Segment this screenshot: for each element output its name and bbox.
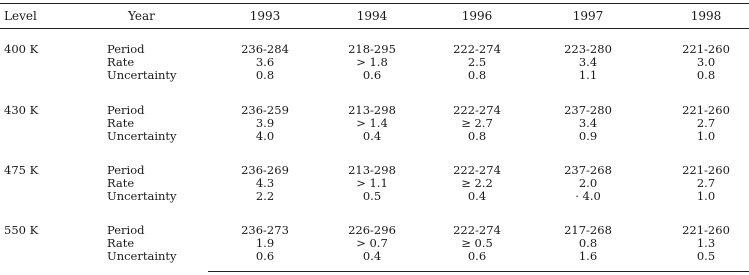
table-cell: 0.6: [467, 249, 487, 263]
table-cell: ≥ 0.5: [461, 236, 493, 250]
table-top-rule: [0, 3, 749, 4]
table-cell: 2.0: [578, 176, 598, 190]
table-cell: 0.8: [467, 129, 487, 143]
table-cell: 1.0: [696, 129, 716, 143]
table-cell: 213-298: [348, 103, 396, 117]
table-cell: 218-295: [348, 42, 396, 56]
header-1994: 1994: [356, 9, 388, 23]
row-label-uncertainty: Uncertainty: [107, 129, 177, 143]
table-cell: 0.5: [362, 189, 382, 203]
table-cell: 0.5: [696, 249, 716, 263]
table-cell: 221-260: [682, 42, 730, 56]
level-label: 400 K: [4, 42, 39, 56]
table-cell: 226-296: [348, 223, 396, 237]
row-label-period: Period: [107, 103, 145, 117]
table-cell: 0.9: [578, 129, 598, 143]
table-cell: 236-284: [241, 42, 289, 56]
table-cell: 1.1: [578, 68, 598, 82]
row-label-rate: Rate: [107, 116, 135, 130]
table-cell: 0.8: [696, 68, 716, 82]
table-cell: 222-274: [453, 103, 501, 117]
table-cell: 3.4: [578, 55, 598, 69]
table-cell: 221-260: [682, 163, 730, 177]
table-cell: 222-274: [453, 163, 501, 177]
row-label-uncertainty: Uncertainty: [107, 189, 177, 203]
table-cell: 2.7: [696, 176, 716, 190]
table-cell: 221-260: [682, 223, 730, 237]
row-label-uncertainty: Uncertainty: [107, 68, 177, 82]
table-cell: > 1.4: [356, 116, 388, 130]
table-cell: 2.7: [696, 116, 716, 130]
header-year: Year: [128, 9, 155, 23]
table-cell: 3.6: [255, 55, 275, 69]
table-cell: 1.6: [578, 249, 598, 263]
table-cell: 213-298: [348, 163, 396, 177]
header-1993: 1993: [249, 9, 281, 23]
row-label-rate: Rate: [107, 176, 135, 190]
table-cell: 2.2: [255, 189, 275, 203]
table-cell: 237-268: [564, 163, 612, 177]
row-label-rate: Rate: [107, 55, 135, 69]
header-1996: 1996: [461, 9, 493, 23]
table-cell: 4.0: [255, 129, 275, 143]
table-cell: 2.5: [467, 55, 487, 69]
table-cell: · 4.0: [575, 189, 601, 203]
table-cell: 236-269: [241, 163, 289, 177]
table-cell: 236-259: [241, 103, 289, 117]
table-cell: 217-268: [564, 223, 612, 237]
table-cell: 0.6: [255, 249, 275, 263]
table-cell: 221-260: [682, 103, 730, 117]
header-level: Level: [4, 9, 37, 23]
table-cell: ≥ 2.7: [461, 116, 493, 130]
table-cell: 222-274: [453, 42, 501, 56]
header-1997: 1997: [572, 9, 604, 23]
table-cell: 1.0: [696, 189, 716, 203]
row-label-period: Period: [107, 223, 145, 237]
table-cell: 0.4: [362, 129, 382, 143]
level-label: 550 K: [4, 223, 39, 237]
level-label: 430 K: [4, 103, 39, 117]
table-cell: 3.4: [578, 116, 598, 130]
table-cell: 4.3: [255, 176, 275, 190]
table-cell: 3.0: [696, 55, 716, 69]
table-cell: > 1.8: [356, 55, 388, 69]
header-1998: 1998: [690, 9, 722, 23]
table-cell: ≥ 2.2: [461, 176, 493, 190]
table-cell: 0.8: [467, 68, 487, 82]
table-cell: 0.8: [578, 236, 598, 250]
row-label-rate: Rate: [107, 236, 135, 250]
table-bottom-rule: [208, 271, 749, 272]
table-cell: 0.4: [362, 249, 382, 263]
level-label: 475 K: [4, 163, 39, 177]
row-label-period: Period: [107, 42, 145, 56]
table-header-rule: [0, 28, 749, 29]
table-cell: 3.9: [255, 116, 275, 130]
table-cell: 223-280: [564, 42, 612, 56]
table-cell: 1.3: [696, 236, 716, 250]
table-cell: 0.8: [255, 68, 275, 82]
table-cell: > 0.7: [356, 236, 388, 250]
table-cell: 222-274: [453, 223, 501, 237]
table-cell: 0.6: [362, 68, 382, 82]
table-cell: 0.4: [467, 189, 487, 203]
table-cell: 1.9: [255, 236, 275, 250]
row-label-uncertainty: Uncertainty: [107, 249, 177, 263]
table-cell: > 1.1: [356, 176, 388, 190]
row-label-period: Period: [107, 163, 145, 177]
table-cell: 236-273: [241, 223, 289, 237]
table-cell: 237-280: [564, 103, 612, 117]
